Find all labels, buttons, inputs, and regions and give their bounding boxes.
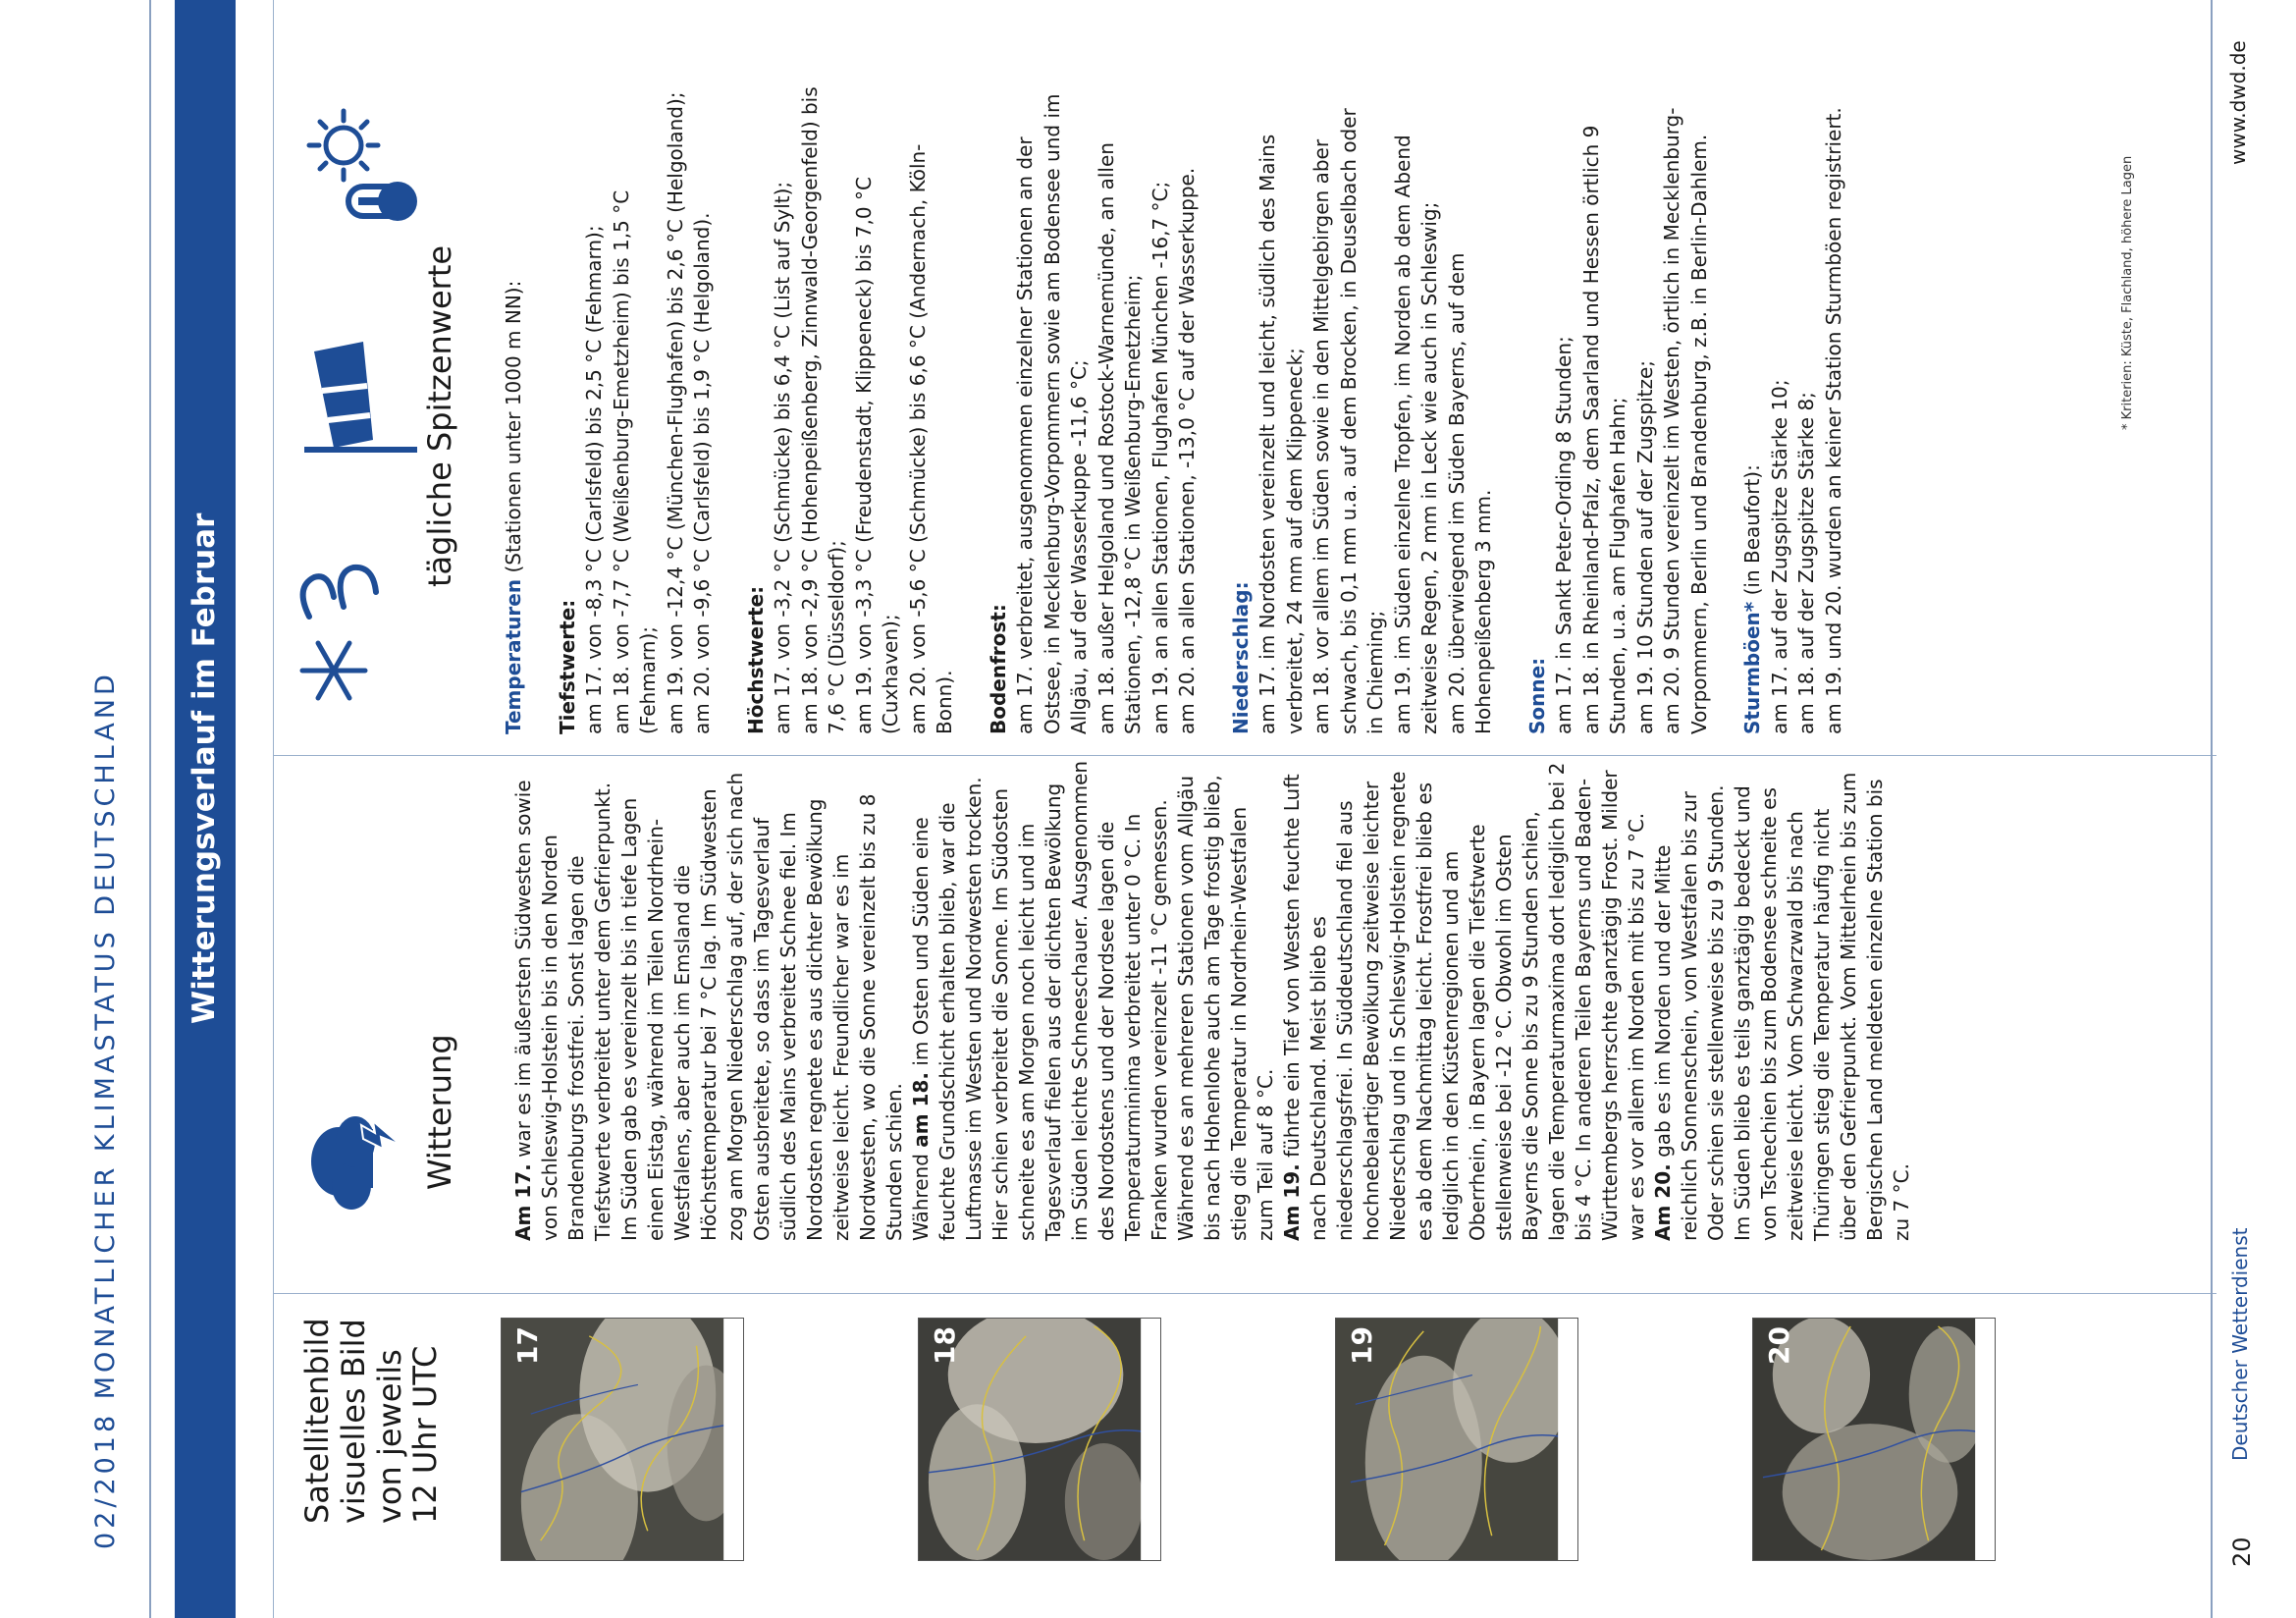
bottom-rule xyxy=(2211,0,2213,1618)
list-item: am 18. von -2,9 °C (Hohenpeißenberg, Zinnwald-Georgenfeld) bis 7,6 °C (Düsseldorf); xyxy=(797,86,848,734)
column-separator xyxy=(273,755,2216,756)
satellite-label: 19 xyxy=(1346,1326,1378,1365)
thermometer-sun-icon xyxy=(294,106,422,224)
subsection-heading: Bodenfrost: xyxy=(986,604,1010,734)
paragraph-17 xyxy=(510,760,908,1241)
list-item: am 20. 9 Stunden vereinzelt im Westen, örtlich in Mecklenburg-Vorpommern, Berlin und Brandenburg, z.B. in Berlin-Dahlem. xyxy=(1660,107,1711,734)
list-item: am 17. in Sankt Peter-Ording 8 Stunden; xyxy=(1552,336,1575,734)
spitzen-heading: tägliche Spitzenwerte xyxy=(421,244,458,587)
day-lead: am 18. xyxy=(909,1072,933,1148)
header-title: 02/2018 MONATLICHER KLIMASTATUS DEUTSCHLAND xyxy=(90,671,121,1549)
cloud-lightning-icon xyxy=(294,1098,402,1215)
temperature-heading xyxy=(501,86,528,734)
paragraph-text: war es im äußersten Südwesten sowie von Schleswig-Holstein bis in den Norden Brandenburgs frostfrei. Sonst lagen die Tiefstwerte verbreitet unter dem Gefrierpunkt. Im Süden gab es vereinzelt bis in tiefe Lagen einen Eistag, während im Teilen Nordrhein-Westfalens, aber auch im Emsland die Höchsttemperatur bei 7 °C lag. Im Südwesten zog am Morgen Niederschlag auf, der sich nach Osten ausbreitete, so dass im Tagesverlauf südlich des Mains verbreitet Schnee fiel. Im Nordosten regnete es aus dichter Bewölkung zeitweise leicht. Freundlicher war es im Nordwesten, wo die Sonne vereinzelt bis zu 8 Stunden schien. xyxy=(511,772,906,1241)
sat-heading xyxy=(299,1318,444,1524)
satellite-image-20 xyxy=(1752,1318,1996,1561)
list-item: am 18. auf der Zugspitze Stärke 8; xyxy=(1794,392,1818,734)
list-item: am 19. im Süden einzelne Tropfen, im Norden ab dem Abend zeitweise Regen, 2 mm in Leck wie auch in Schleswig; xyxy=(1390,135,1441,734)
section-heading: Temperaturen xyxy=(502,578,525,734)
column-separator xyxy=(273,1293,2216,1294)
spitzen-text xyxy=(501,86,1847,734)
witterung-text xyxy=(510,760,1915,1241)
list-item: am 19. von -3,3 °C (Freudenstadt, Klippeneck) bis 7,0 °C (Cuxhaven); xyxy=(851,177,902,734)
section-note: (in Beaufort): xyxy=(1740,464,1764,602)
list-item: am 18. in Rheinland-Pfalz, dem Saarland und Hessen örtlich 9 Stunden, u.a. am Flughafen Hahn; xyxy=(1578,125,1629,734)
sturm-heading xyxy=(1739,86,1767,734)
list-item: am 17. von -8,3 °C (Carlsfeld) bis 2,5 °C (Fehmarn); xyxy=(582,225,606,734)
satellite-label: 17 xyxy=(511,1326,544,1365)
paragraph-18 xyxy=(908,760,1279,1241)
list-item: am 17. von -3,2 °C (Schmücke) bis 6,4 °C (List auf Sylt); xyxy=(771,181,794,734)
page-number: 20 xyxy=(2228,1537,2256,1567)
day-lead: Am 20. xyxy=(1651,1163,1675,1241)
sat-heading-line: visuelles Bild xyxy=(334,1319,372,1524)
satellite-image-17 xyxy=(501,1318,744,1561)
paragraph-19 xyxy=(1279,760,1650,1241)
footer-organization: Deutscher Wetterdienst xyxy=(2228,1227,2252,1461)
section-heading: Sturmböen* xyxy=(1740,601,1764,734)
sat-heading-line: 12 Uhr UTC xyxy=(406,1345,445,1524)
section-heading: Sonne: xyxy=(1524,657,1549,734)
satellite-label: 20 xyxy=(1763,1326,1795,1365)
subsection-heading: Tiefstwerte: xyxy=(555,599,579,734)
satellite-image-18 xyxy=(918,1318,1161,1561)
list-item: am 19. und 20. wurden an keiner Station Sturmböen registriert. xyxy=(1821,107,1845,734)
list-item: am 17. verbreitet, ausgenommen einzelner Stationen an der Ostsee, in Mecklenburg-Vorpommern sowie am Bodensee und im Allgäu, auf der Wasserkuppe -11,6 °C; xyxy=(1013,93,1091,734)
list-item: am 18. von -7,7 °C (Weißenburg-Emetzheim) bis 1,5 °C (Fehmarn); xyxy=(609,189,660,734)
list-item: am 17. im Nordosten vereinzelt und leicht, südlich des Mains verbreitet, 24 mm auf dem Klippeneck; xyxy=(1255,134,1307,734)
sat-heading-line: Satellitenbild xyxy=(298,1318,336,1524)
list-item: am 20. an allen Stationen, -13,0 °C auf der Wasserkuppe. xyxy=(1175,167,1199,734)
paragraph-text: gab es im Norden und der Mitte reichlich Sonnenschein, von Westfalen bis zur Oder schien sie stellenweise bis zu 9 Stunden. Im Süden blieb es teils ganztägig bedeckt und von Tschechien bis zum Bodensee schneite es zeitweise leicht. Vom Schwarzwald bis nach Thüringen stieg die Temperatur häufig nicht über den Gefrierpunkt. Vom Mittelrhein bis zum Bergischen Land meldeten einzelne Station bis zu 7 °C. xyxy=(1651,772,1913,1241)
day-lead: Am 17. xyxy=(511,1163,535,1241)
sat-heading-line: von jeweils xyxy=(370,1349,408,1524)
snowflake-icon xyxy=(294,631,373,710)
paragraph-text: im Osten und Süden eine feuchte Grundschicht erhalten blieb, war die Luftmasse im Westen und Nordwesten trocken. Hier schien verbreitet die Sonne. Im Südosten schneite es am Morgen noch leicht und im Tagesverlauf fielen aus der dichten Bewölkung im Süden leichte Schneeschauer. Ausgenommen des Nordostens und der Nordsee lagen die Temperaturminima verbreitet unter 0 °C. In Franken wurden vereinzelt -11 °C gemessen. Während es an mehreren Stationen vom Allgäu bis nach Hohenlohe auch am Tage frostig blieb, stieg die Temperatur in Nordrhein-Westfalen zum Teil auf 8 °C. xyxy=(909,760,1277,1241)
list-item: am 20. von -9,6 °C (Carlsfeld) bis 1,9 °C (Helgoland). xyxy=(690,212,714,734)
windsock-icon xyxy=(294,332,422,459)
table-top-line xyxy=(273,0,274,1618)
list-item: am 18. außer Helgoland und Rostock-Warnemünde, an allen Stationen, -12,8 °C in Weißenburg-Emetzheim; xyxy=(1094,142,1145,734)
section-note: (Stationen unter 1000 m NN): xyxy=(502,280,525,579)
paragraph-text: Während xyxy=(909,1147,933,1241)
top-rule xyxy=(149,0,151,1618)
list-item: am 20. von -5,6 °C (Schmücke) bis 6,6 °C (Andernach, Köln-Bonn). xyxy=(905,143,956,734)
subsection-heading: Höchstwerte: xyxy=(743,585,768,734)
list-item: am 19. an allen Stationen, Flughafen München -16,7 °C; xyxy=(1148,181,1172,734)
footnote: * Kriterien: Küste, Flachland, höhere Lagen xyxy=(2120,155,2135,430)
list-item: am 19. von -12,4 °C (München-Flughafen) bis 2,6 °C (Helgoland); xyxy=(663,91,687,734)
footer-url: www.dwd.de xyxy=(2226,40,2250,165)
paragraph-text: führte ein Tief von Westen feuchte Luft nach Deutschland. Meist blieb es niederschlagsfrei. In Süddeutschland fiel aus hochnebelartiger Bewölkung zeitweise leichter Niederschlag und in Schleswig-Holstein regnete es ab dem Nachmittag leicht. Frostfrei blieb es lediglich in den Küstenregionen und am Oberrhein, in Bayern lagen die Tiefstwerte stellenweise bei -12 °C. Obwohl im Osten Bayerns die Sonne bis zu 9 Stunden schien, lagen die Temperaturmaxima dort lediglich bei 2 bis 4 °C. In anderen Teilen Bayerns und Baden-Württembergs herrschte ganztägig Frost. Milder war es vor allem im Norden mit bis zu 7 °C. xyxy=(1280,762,1648,1241)
list-item: am 20. überwiegend im Süden Bayerns, auf dem Hohenpeißenberg 3 mm. xyxy=(1444,252,1495,734)
day-lead: Am 19. xyxy=(1280,1163,1304,1241)
satellite-image-19 xyxy=(1335,1318,1578,1561)
list-item: am 17. auf der Zugspitze Stärke 10; xyxy=(1767,379,1791,734)
list-item: am 19. 10 Stunden auf der Zugspitze; xyxy=(1632,359,1657,734)
list-item: am 18. vor allem im Süden sowie in den Mittelgebirgen aber schwach, bis 0,1 mm u.a. auf dem Brocken, in Deuselbach oder in Chieming; xyxy=(1309,108,1387,734)
satellite-label: 18 xyxy=(929,1326,961,1365)
section-heading: Niederschlag: xyxy=(1228,581,1253,734)
witterung-heading: Witterung xyxy=(421,1034,458,1190)
section-title: Witterungsverlauf im Februar xyxy=(187,512,222,1024)
wind-icon xyxy=(290,548,388,626)
paragraph-20 xyxy=(1650,760,1915,1241)
